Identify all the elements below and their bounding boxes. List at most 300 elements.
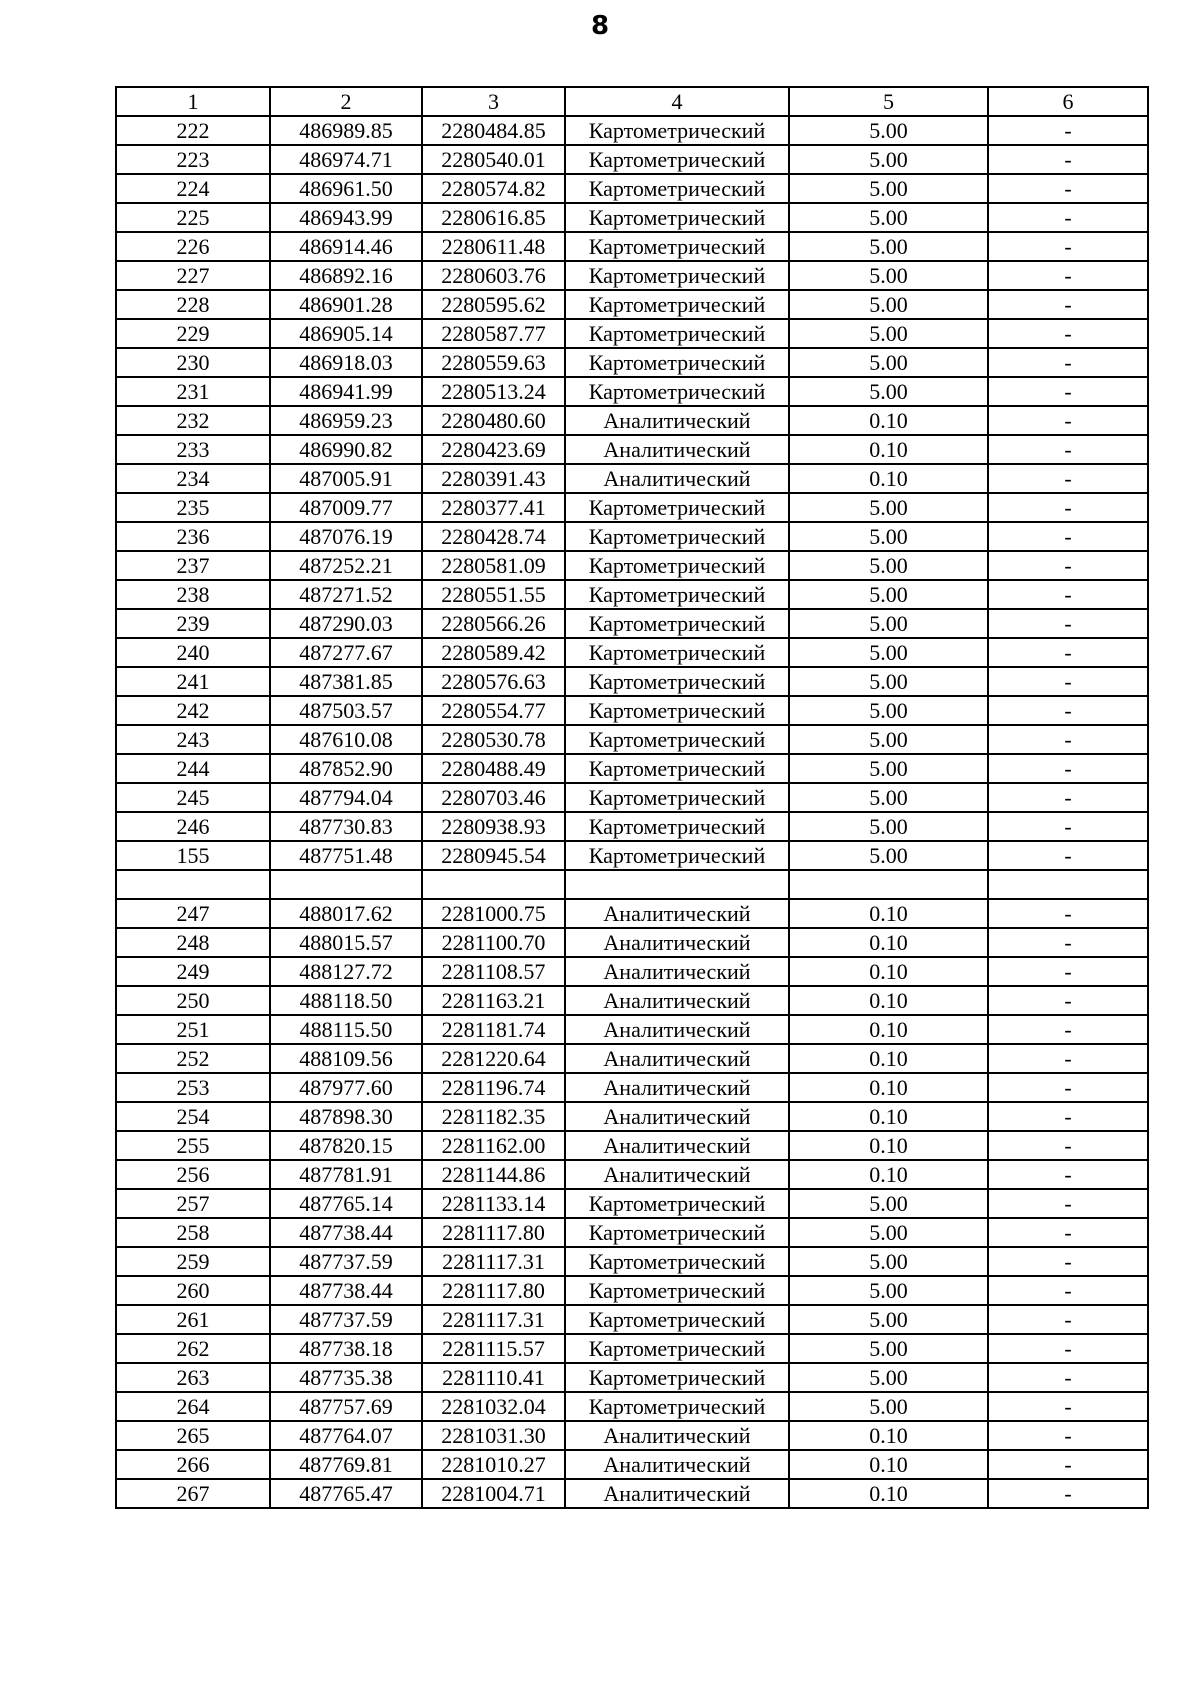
- table-row: [116, 1479, 1148, 1508]
- note-cell: -: [988, 1218, 1148, 1247]
- table-row: [116, 1334, 1148, 1363]
- method-cell: Картометрический: [565, 203, 789, 232]
- x-coordinate-cell: 487277.67: [270, 638, 422, 667]
- x-coordinate-cell: 487751.48: [270, 841, 422, 870]
- x-coordinate-cell: 486914.46: [270, 232, 422, 261]
- point-number-cell: 239: [116, 609, 270, 638]
- accuracy-cell: 0.10: [789, 1450, 988, 1479]
- note-cell: -: [988, 986, 1148, 1015]
- method-cell: Картометрический: [565, 290, 789, 319]
- accuracy-cell: 0.10: [789, 1044, 988, 1073]
- accuracy-cell: 5.00: [789, 783, 988, 812]
- x-coordinate-cell: 486918.03: [270, 348, 422, 377]
- y-coordinate-cell: 2280603.76: [422, 261, 565, 290]
- table-row: [116, 203, 1148, 232]
- table-row: [116, 464, 1148, 493]
- method-cell: Аналитический: [565, 435, 789, 464]
- method-cell: Картометрический: [565, 754, 789, 783]
- x-coordinate-cell: 487290.03: [270, 609, 422, 638]
- y-coordinate-cell: 2280611.48: [422, 232, 565, 261]
- accuracy-cell: 5.00: [789, 667, 988, 696]
- note-cell: -: [988, 319, 1148, 348]
- accuracy-cell: 0.10: [789, 1160, 988, 1189]
- note-cell: -: [988, 377, 1148, 406]
- note-cell: -: [988, 290, 1148, 319]
- note-cell: -: [988, 406, 1148, 435]
- table-row: [116, 667, 1148, 696]
- point-number-cell: 266: [116, 1450, 270, 1479]
- x-coordinate-cell: 486989.85: [270, 116, 422, 145]
- point-number-cell: 262: [116, 1334, 270, 1363]
- x-coordinate-cell: 488127.72: [270, 957, 422, 986]
- table-row: [116, 696, 1148, 725]
- note-cell: -: [988, 522, 1148, 551]
- note-cell: -: [988, 174, 1148, 203]
- note-cell: -: [988, 725, 1148, 754]
- x-coordinate-cell: 488109.56: [270, 1044, 422, 1073]
- x-coordinate-cell: 487757.69: [270, 1392, 422, 1421]
- table-row: [116, 522, 1148, 551]
- point-number-cell: 235: [116, 493, 270, 522]
- note-cell: -: [988, 435, 1148, 464]
- table-row: [116, 319, 1148, 348]
- method-cell: Аналитический: [565, 986, 789, 1015]
- accuracy-cell: 0.10: [789, 928, 988, 957]
- y-coordinate-cell: 2280938.93: [422, 812, 565, 841]
- column-header: 6: [988, 87, 1148, 116]
- y-coordinate-cell: 2281117.31: [422, 1247, 565, 1276]
- accuracy-cell: 0.10: [789, 986, 988, 1015]
- x-coordinate-cell: 487737.59: [270, 1305, 422, 1334]
- accuracy-cell: 5.00: [789, 174, 988, 203]
- method-cell: Картометрический: [565, 1218, 789, 1247]
- point-number-cell: 267: [116, 1479, 270, 1508]
- point-number-cell: 247: [116, 899, 270, 928]
- x-coordinate-cell: 487764.07: [270, 1421, 422, 1450]
- method-cell: Аналитический: [565, 1073, 789, 1102]
- point-number-cell: 264: [116, 1392, 270, 1421]
- table-row: [116, 174, 1148, 203]
- table-row: [116, 841, 1148, 870]
- x-coordinate-cell: 488017.62: [270, 899, 422, 928]
- table-row: [116, 551, 1148, 580]
- point-number-cell: 223: [116, 145, 270, 174]
- method-cell: Картометрический: [565, 116, 789, 145]
- accuracy-cell: 5.00: [789, 1218, 988, 1247]
- table-row: [116, 899, 1148, 928]
- note-cell: -: [988, 696, 1148, 725]
- accuracy-cell: 5.00: [789, 1305, 988, 1334]
- page-number: 8: [590, 11, 610, 41]
- note-cell: -: [988, 841, 1148, 870]
- accuracy-cell: 5.00: [789, 1247, 988, 1276]
- table-row: [116, 1102, 1148, 1131]
- note-cell: -: [988, 493, 1148, 522]
- note-cell: -: [988, 1044, 1148, 1073]
- x-coordinate-cell: 486959.23: [270, 406, 422, 435]
- note-cell: -: [988, 1479, 1148, 1508]
- method-cell: Аналитический: [565, 1102, 789, 1131]
- method-cell: Картометрический: [565, 667, 789, 696]
- accuracy-cell: 0.10: [789, 957, 988, 986]
- x-coordinate-cell: 487005.91: [270, 464, 422, 493]
- point-number-cell: 241: [116, 667, 270, 696]
- note-cell: -: [988, 899, 1148, 928]
- point-number-cell: 258: [116, 1218, 270, 1247]
- table-row: [116, 261, 1148, 290]
- accuracy-cell: 5.00: [789, 232, 988, 261]
- table-row: [116, 870, 1148, 899]
- note-cell: -: [988, 1334, 1148, 1363]
- note-cell: -: [988, 232, 1148, 261]
- y-coordinate-cell: 2281108.57: [422, 957, 565, 986]
- table-row: [116, 1247, 1148, 1276]
- table-row: [116, 754, 1148, 783]
- accuracy-cell: 5.00: [789, 841, 988, 870]
- note-cell: -: [988, 1131, 1148, 1160]
- y-coordinate-cell: 2281181.74: [422, 1015, 565, 1044]
- table-row: [116, 1276, 1148, 1305]
- accuracy-cell: 5.00: [789, 377, 988, 406]
- method-cell: Аналитический: [565, 1015, 789, 1044]
- table-row: [116, 1073, 1148, 1102]
- x-coordinate-cell: 488015.57: [270, 928, 422, 957]
- note-cell: -: [988, 551, 1148, 580]
- method-cell: Аналитический: [565, 899, 789, 928]
- x-coordinate-cell: 486961.50: [270, 174, 422, 203]
- method-cell: Картометрический: [565, 638, 789, 667]
- table-row: [116, 116, 1148, 145]
- x-coordinate-cell: 487381.85: [270, 667, 422, 696]
- point-number-cell: 244: [116, 754, 270, 783]
- method-cell: Аналитический: [565, 464, 789, 493]
- y-coordinate-cell: 2280574.82: [422, 174, 565, 203]
- point-number-cell: 229: [116, 319, 270, 348]
- note-cell: -: [988, 1015, 1148, 1044]
- method-cell: Картометрический: [565, 1276, 789, 1305]
- y-coordinate-cell: 2281162.00: [422, 1131, 565, 1160]
- y-coordinate-cell: 2280428.74: [422, 522, 565, 551]
- method-cell: Картометрический: [565, 1392, 789, 1421]
- method-cell: Картометрический: [565, 319, 789, 348]
- method-cell: Аналитический: [565, 928, 789, 957]
- y-coordinate-cell: 2280391.43: [422, 464, 565, 493]
- y-coordinate-cell: 2281031.30: [422, 1421, 565, 1450]
- accuracy-cell: 0.10: [789, 406, 988, 435]
- x-coordinate-cell: 487769.81: [270, 1450, 422, 1479]
- y-coordinate-cell: 2280559.63: [422, 348, 565, 377]
- y-coordinate-cell: 2281182.35: [422, 1102, 565, 1131]
- point-number-cell: 240: [116, 638, 270, 667]
- note-cell: [988, 870, 1148, 899]
- y-coordinate-cell: 2280480.60: [422, 406, 565, 435]
- x-coordinate-cell: 487252.21: [270, 551, 422, 580]
- method-cell: Картометрический: [565, 783, 789, 812]
- y-coordinate-cell: 2281163.21: [422, 986, 565, 1015]
- accuracy-cell: 5.00: [789, 638, 988, 667]
- table-row: [116, 1160, 1148, 1189]
- note-cell: -: [988, 1392, 1148, 1421]
- table-row: [116, 580, 1148, 609]
- accuracy-cell: 5.00: [789, 754, 988, 783]
- y-coordinate-cell: 2281100.70: [422, 928, 565, 957]
- note-cell: -: [988, 609, 1148, 638]
- x-coordinate-cell: 487076.19: [270, 522, 422, 551]
- point-number-cell: 261: [116, 1305, 270, 1334]
- table-row: [116, 1392, 1148, 1421]
- note-cell: -: [988, 261, 1148, 290]
- accuracy-cell: 5.00: [789, 1189, 988, 1218]
- table-row: [116, 1305, 1148, 1334]
- point-number-cell: 252: [116, 1044, 270, 1073]
- table-row: [116, 1363, 1148, 1392]
- y-coordinate-cell: 2281144.86: [422, 1160, 565, 1189]
- table-row: [116, 928, 1148, 957]
- y-coordinate-cell: 2281196.74: [422, 1073, 565, 1102]
- table-row: [116, 435, 1148, 464]
- point-number-cell: 248: [116, 928, 270, 957]
- x-coordinate-cell: 487735.38: [270, 1363, 422, 1392]
- method-cell: Аналитический: [565, 1421, 789, 1450]
- accuracy-cell: 5.00: [789, 609, 988, 638]
- method-cell: Аналитический: [565, 1479, 789, 1508]
- table-row: [116, 232, 1148, 261]
- accuracy-cell: 5.00: [789, 203, 988, 232]
- x-coordinate-cell: 487794.04: [270, 783, 422, 812]
- note-cell: -: [988, 145, 1148, 174]
- point-number-cell: 251: [116, 1015, 270, 1044]
- accuracy-cell: 0.10: [789, 1015, 988, 1044]
- point-number-cell: 249: [116, 957, 270, 986]
- point-number-cell: 265: [116, 1421, 270, 1450]
- point-number-cell: 260: [116, 1276, 270, 1305]
- method-cell: Картометрический: [565, 609, 789, 638]
- y-coordinate-cell: 2280576.63: [422, 667, 565, 696]
- y-coordinate-cell: 2281115.57: [422, 1334, 565, 1363]
- column-header: 1: [116, 87, 270, 116]
- column-header: 4: [565, 87, 789, 116]
- point-number-cell: 230: [116, 348, 270, 377]
- accuracy-cell: 0.10: [789, 1421, 988, 1450]
- table-row: [116, 493, 1148, 522]
- method-cell: Картометрический: [565, 1363, 789, 1392]
- accuracy-cell: 0.10: [789, 1102, 988, 1131]
- point-number-cell: 257: [116, 1189, 270, 1218]
- y-coordinate-cell: 2280595.62: [422, 290, 565, 319]
- accuracy-cell: 5.00: [789, 493, 988, 522]
- y-coordinate-cell: 2281117.80: [422, 1218, 565, 1247]
- x-coordinate-cell: 487977.60: [270, 1073, 422, 1102]
- y-coordinate-cell: 2280530.78: [422, 725, 565, 754]
- y-coordinate-cell: 2280589.42: [422, 638, 565, 667]
- x-coordinate-cell: 486974.71: [270, 145, 422, 174]
- x-coordinate-cell: 487765.47: [270, 1479, 422, 1508]
- y-coordinate-cell: 2281000.75: [422, 899, 565, 928]
- point-number-cell: 224: [116, 174, 270, 203]
- note-cell: -: [988, 1421, 1148, 1450]
- note-cell: -: [988, 1102, 1148, 1131]
- method-cell: Картометрический: [565, 725, 789, 754]
- y-coordinate-cell: [422, 870, 565, 899]
- accuracy-cell: 5.00: [789, 812, 988, 841]
- x-coordinate-cell: 487852.90: [270, 754, 422, 783]
- point-number-cell: 232: [116, 406, 270, 435]
- point-number-cell: 236: [116, 522, 270, 551]
- point-number-cell: 254: [116, 1102, 270, 1131]
- x-coordinate-cell: 487898.30: [270, 1102, 422, 1131]
- point-number-cell: 226: [116, 232, 270, 261]
- x-coordinate-cell: 488115.50: [270, 1015, 422, 1044]
- accuracy-cell: 0.10: [789, 1073, 988, 1102]
- table-row: [116, 377, 1148, 406]
- y-coordinate-cell: 2280554.77: [422, 696, 565, 725]
- accuracy-cell: 5.00: [789, 580, 988, 609]
- method-cell: Картометрический: [565, 696, 789, 725]
- point-number-cell: 253: [116, 1073, 270, 1102]
- y-coordinate-cell: 2280488.49: [422, 754, 565, 783]
- accuracy-cell: 5.00: [789, 1363, 988, 1392]
- accuracy-cell: 5.00: [789, 522, 988, 551]
- note-cell: -: [988, 580, 1148, 609]
- method-cell: Аналитический: [565, 1160, 789, 1189]
- x-coordinate-cell: 487781.91: [270, 1160, 422, 1189]
- table-row: [116, 725, 1148, 754]
- table-row: [116, 957, 1148, 986]
- note-cell: -: [988, 464, 1148, 493]
- method-cell: Картометрический: [565, 1305, 789, 1334]
- coordinates-table: [115, 86, 1149, 1509]
- accuracy-cell: 0.10: [789, 899, 988, 928]
- method-cell: Аналитический: [565, 957, 789, 986]
- point-number-cell: 255: [116, 1131, 270, 1160]
- method-cell: Картометрический: [565, 493, 789, 522]
- point-number-cell: 256: [116, 1160, 270, 1189]
- x-coordinate-cell: 486905.14: [270, 319, 422, 348]
- table-header-row: [116, 87, 1148, 116]
- note-cell: -: [988, 928, 1148, 957]
- note-cell: -: [988, 812, 1148, 841]
- note-cell: -: [988, 1450, 1148, 1479]
- table-row: [116, 783, 1148, 812]
- x-coordinate-cell: 487009.77: [270, 493, 422, 522]
- x-coordinate-cell: 488118.50: [270, 986, 422, 1015]
- x-coordinate-cell: [270, 870, 422, 899]
- y-coordinate-cell: 2280484.85: [422, 116, 565, 145]
- x-coordinate-cell: 487738.44: [270, 1218, 422, 1247]
- accuracy-cell: 5.00: [789, 145, 988, 174]
- note-cell: -: [988, 203, 1148, 232]
- accuracy-cell: 5.00: [789, 261, 988, 290]
- table-row: [116, 638, 1148, 667]
- method-cell: Картометрический: [565, 174, 789, 203]
- column-header: 2: [270, 87, 422, 116]
- method-cell: Картометрический: [565, 348, 789, 377]
- method-cell: [565, 870, 789, 899]
- x-coordinate-cell: 486990.82: [270, 435, 422, 464]
- x-coordinate-cell: 487271.52: [270, 580, 422, 609]
- method-cell: Картометрический: [565, 377, 789, 406]
- y-coordinate-cell: 2280377.41: [422, 493, 565, 522]
- accuracy-cell: 0.10: [789, 464, 988, 493]
- x-coordinate-cell: 487765.14: [270, 1189, 422, 1218]
- y-coordinate-cell: 2280616.85: [422, 203, 565, 232]
- note-cell: -: [988, 1305, 1148, 1334]
- y-coordinate-cell: 2280945.54: [422, 841, 565, 870]
- accuracy-cell: 5.00: [789, 725, 988, 754]
- column-header: 3: [422, 87, 565, 116]
- note-cell: -: [988, 638, 1148, 667]
- point-number-cell: 228: [116, 290, 270, 319]
- y-coordinate-cell: 2281032.04: [422, 1392, 565, 1421]
- point-number-cell: 250: [116, 986, 270, 1015]
- y-coordinate-cell: 2280423.69: [422, 435, 565, 464]
- table-row: [116, 290, 1148, 319]
- method-cell: Картометрический: [565, 551, 789, 580]
- note-cell: -: [988, 754, 1148, 783]
- table-row: [116, 1218, 1148, 1247]
- accuracy-cell: 5.00: [789, 1334, 988, 1363]
- method-cell: Аналитический: [565, 1131, 789, 1160]
- method-cell: Картометрический: [565, 1247, 789, 1276]
- table-body: [116, 87, 1148, 1508]
- table-row: [116, 609, 1148, 638]
- accuracy-cell: 5.00: [789, 348, 988, 377]
- method-cell: Картометрический: [565, 522, 789, 551]
- y-coordinate-cell: 2280566.26: [422, 609, 565, 638]
- point-number-cell: 155: [116, 841, 270, 870]
- point-number-cell: 243: [116, 725, 270, 754]
- method-cell: Картометрический: [565, 261, 789, 290]
- note-cell: -: [988, 1276, 1148, 1305]
- point-number-cell: 238: [116, 580, 270, 609]
- accuracy-cell: [789, 870, 988, 899]
- note-cell: -: [988, 1189, 1148, 1218]
- note-cell: -: [988, 957, 1148, 986]
- x-coordinate-cell: 487737.59: [270, 1247, 422, 1276]
- method-cell: Картометрический: [565, 812, 789, 841]
- y-coordinate-cell: 2281117.31: [422, 1305, 565, 1334]
- table-row: [116, 812, 1148, 841]
- accuracy-cell: 0.10: [789, 1479, 988, 1508]
- point-number-cell: 234: [116, 464, 270, 493]
- point-number-cell: 242: [116, 696, 270, 725]
- y-coordinate-cell: 2281110.41: [422, 1363, 565, 1392]
- method-cell: Аналитический: [565, 1044, 789, 1073]
- y-coordinate-cell: 2281010.27: [422, 1450, 565, 1479]
- y-coordinate-cell: 2281220.64: [422, 1044, 565, 1073]
- y-coordinate-cell: 2280513.24: [422, 377, 565, 406]
- method-cell: Аналитический: [565, 406, 789, 435]
- y-coordinate-cell: 2280540.01: [422, 145, 565, 174]
- point-number-cell: 245: [116, 783, 270, 812]
- table-row: [116, 986, 1148, 1015]
- x-coordinate-cell: 487738.18: [270, 1334, 422, 1363]
- accuracy-cell: 5.00: [789, 696, 988, 725]
- point-number-cell: 233: [116, 435, 270, 464]
- y-coordinate-cell: 2280551.55: [422, 580, 565, 609]
- note-cell: -: [988, 116, 1148, 145]
- point-number-cell: 246: [116, 812, 270, 841]
- y-coordinate-cell: 2281133.14: [422, 1189, 565, 1218]
- method-cell: Аналитический: [565, 1450, 789, 1479]
- note-cell: -: [988, 1160, 1148, 1189]
- x-coordinate-cell: 486943.99: [270, 203, 422, 232]
- accuracy-cell: 0.10: [789, 1131, 988, 1160]
- x-coordinate-cell: 487820.15: [270, 1131, 422, 1160]
- y-coordinate-cell: 2280703.46: [422, 783, 565, 812]
- table-row: [116, 348, 1148, 377]
- note-cell: -: [988, 783, 1148, 812]
